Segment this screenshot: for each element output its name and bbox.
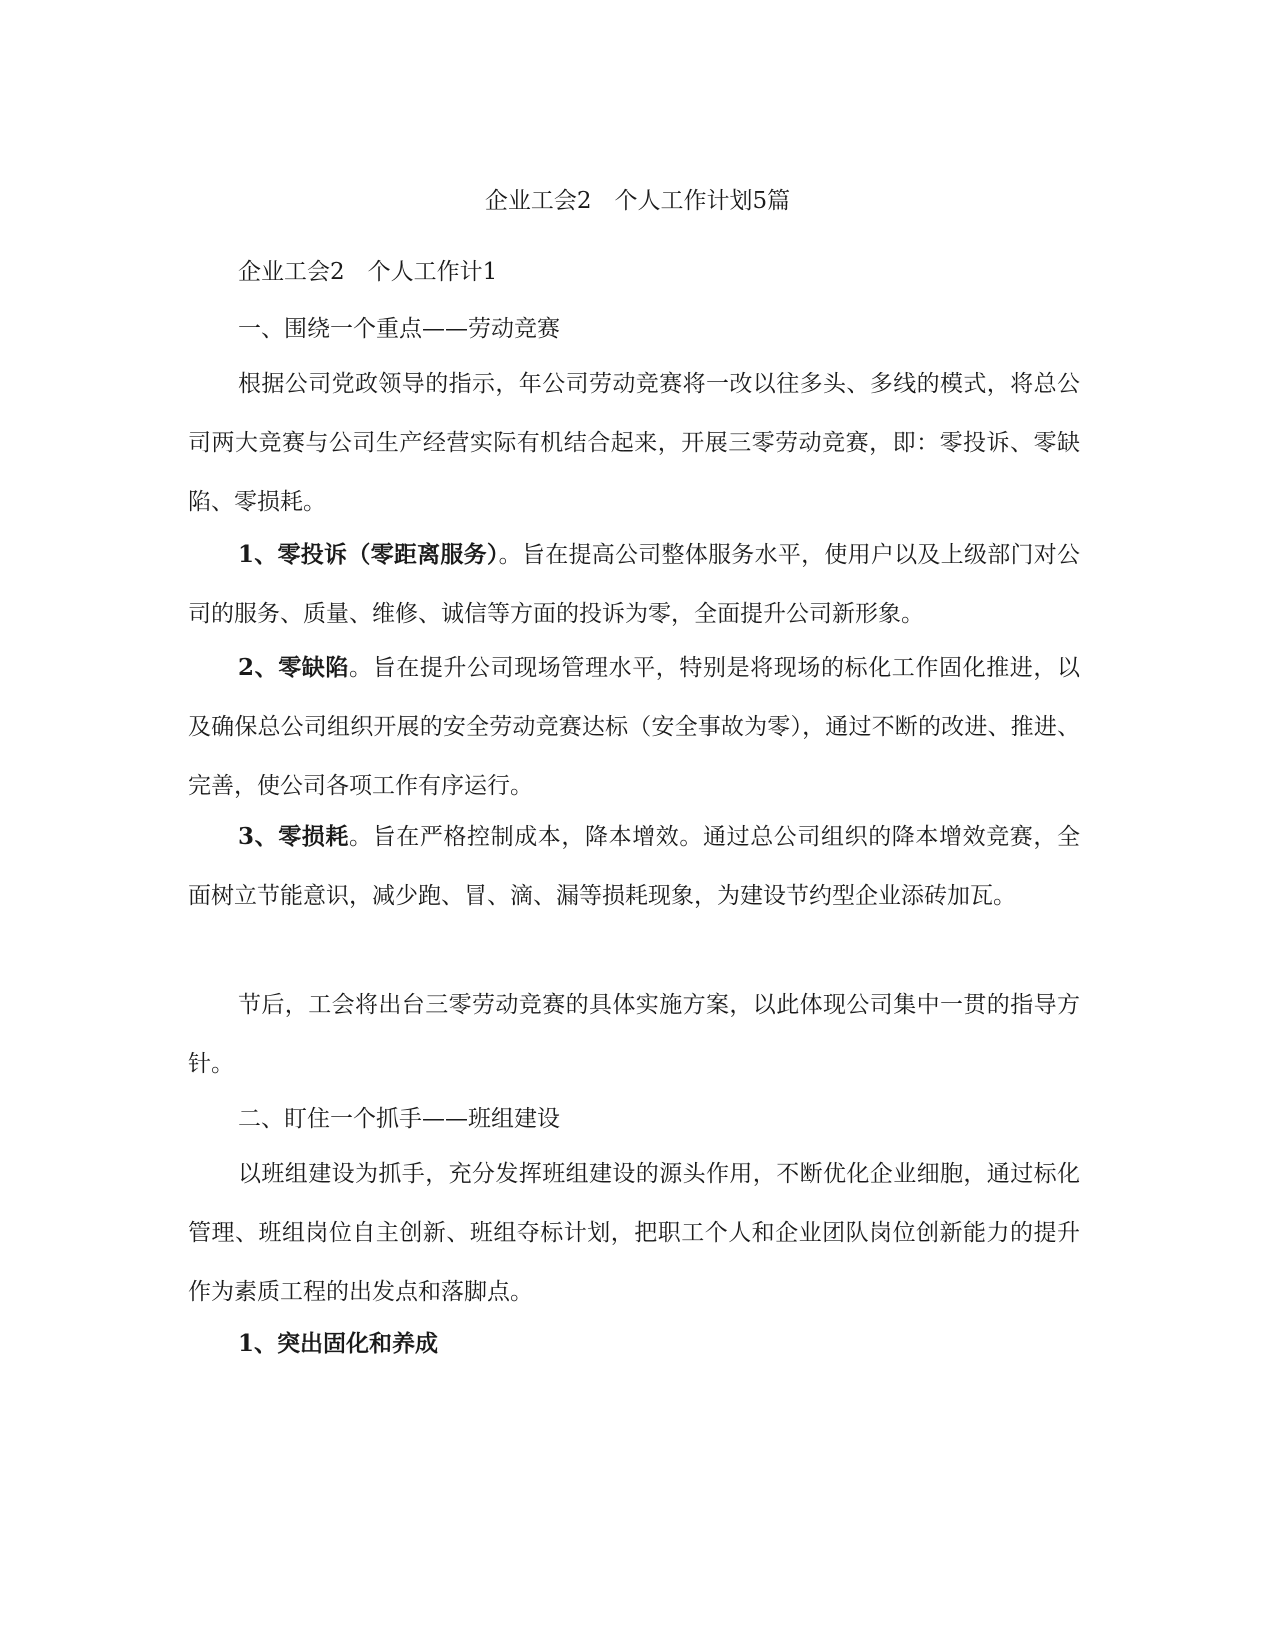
item-1-title: 1、零投诉（零距离服务） bbox=[238, 541, 499, 568]
paragraph-team-building: 以班组建设为抓手，充分发挥班组建设的源头作用，不断优化企业细胞，通过标化管理、班组岗位自主创新、班组夺标计划，把职工个人和企业团队岗位创新能力的提升作为素质工程的出发点和落脚点。 bbox=[188, 1161, 1080, 1305]
paragraph-item-1 bbox=[188, 525, 1080, 644]
item-1-text: 。旨在提高公司整体服务水平，使用户以及上级部门对公司的服务、质量、维修、诚信等方面的投诉为零，全面提升公司新形象。 bbox=[188, 542, 1080, 627]
paragraph-holiday: 节后，工会将出台三零劳动竞赛的具体实施方案，以此体现公司集中一贯的指导方针。 bbox=[188, 992, 1080, 1077]
document-subtitle: 企业工会2 个人工作计1 bbox=[238, 259, 498, 285]
document-title: 企业工会2 个人工作计划5篇 bbox=[484, 188, 791, 214]
paragraph-intro: 根据公司党政领导的指示，年公司劳动竞赛将一改以往多头、多线的模式，将总公司两大竞赛与公司生产经营实际有机结合起来，开展三零劳动竞赛，即：零投诉、零缺陷、零损耗。 bbox=[188, 371, 1080, 515]
item-3-title: 3、零损耗 bbox=[238, 823, 350, 850]
section-heading-2: 二、盯住一个抓手——班组建设 bbox=[238, 1106, 560, 1132]
paragraph-item-2 bbox=[188, 638, 1080, 816]
item-2-text: 。旨在提升公司现场管理水平，特别是将现场的标化工作固化推进，以及确保总公司组织开展的安全劳动竞赛达标（安全事故为零），通过不断的改进、推进、完善，使公司各项工作有序运行。 bbox=[188, 655, 1081, 799]
subsection-heading-1: 1、突出固化和养成 bbox=[238, 1330, 439, 1357]
item-2-title: 2、零缺陷 bbox=[238, 654, 350, 681]
paragraph-item-3 bbox=[188, 807, 1080, 926]
item-3-text: 。旨在严格控制成本，降本增效。通过总公司组织的降本增效竞赛，全面树立节能意识，减少跑、冒、滴、漏等损耗现象，为建设节约型企业添砖加瓦。 bbox=[188, 824, 1081, 909]
section-heading-1: 一、围绕一个重点——劳动竞赛 bbox=[238, 316, 560, 342]
